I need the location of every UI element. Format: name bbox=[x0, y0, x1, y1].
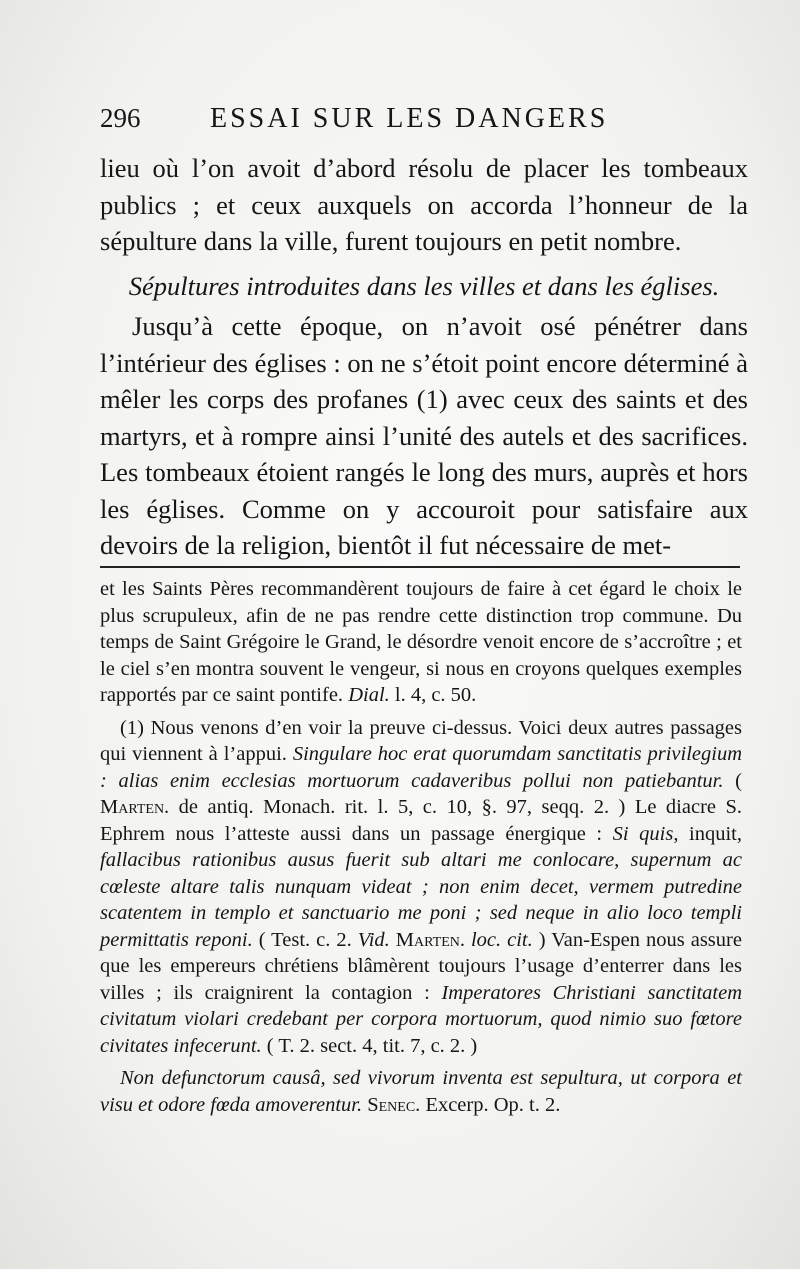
main-text bbox=[100, 150, 748, 564]
footnote-2: Non defunctorum causâ, sed vivorum inventa est sepultura, ut corpora et visu et odore fœda amoverentur. Senec. Excerp. Op. t. 2. bbox=[100, 1067, 742, 1116]
footnotes bbox=[100, 576, 742, 1118]
running-title: ESSAI SUR LES DANGERS bbox=[210, 103, 609, 134]
footnote-separator bbox=[100, 566, 740, 568]
paragraph-1: lieu où l’on avoit d’abord résolu de placer les tombeaux publics ; et ceux auxquels on accorda l’honneur de la sépulture dans la ville, furent toujours en petit nombre. bbox=[100, 153, 748, 256]
section-heading: Sépultures introduites dans les villes et dans les églises. bbox=[128, 270, 720, 301]
footnote-1: (1) Nous venons d’en voir la preuve ci-dessus. Voici deux autres passages qui viennent à l’appui. Singulare hoc erat quorumdam sanctitatis privilegium : alias enim ecclesias mortuorum cadaveribus pollui non patiebantur. ( Marten. de antiq. Monach. rit. l. 5, c. 10, §. 97, seqq. 2. ) Le diacre S. Ephrem nous l’atteste aussi dans un passage énergique : Si quis, inquit, fallacibus rationibus ausus fuerit sub altari me conlocare, supernum ac cœleste altare talis nunquam videat ; non enim decet, vermem putredine scatentem in templo et sanctuario me poni ; sed neque in alio loco templi permittatis reponi. ( Test. c. 2. Vid. Marten. loc. cit. ) Van-Espen nous assure que les empereurs chrétiens blâmèrent toujours l’usage d’enterrer dans les villes ; ils craignirent la contagion : Imperatores Christiani sanctitatem civitatum violari credebant per corpora mortuorum, quod nimio suo fœtore civitates infecerunt. ( T. 2. sect. 4, tit. 7, c. 2. ) bbox=[100, 716, 743, 1057]
paragraph-2: Jusqu’à cette époque, on n’avoit osé pénétrer dans l’intérieur des églises : on ne s’étoit point encore déterminé à mêler les corps des profanes (1) avec ceux des saints et des martyrs, et à rompre ainsi l’unité des autels et des sacrifices. Les tombeaux étoient rangés le long des murs, auprès et hors les églises. Comme on y accouroit pour satisfaire aux devoirs de la religion, bientôt il fut nécessaire de met- bbox=[100, 311, 748, 560]
page-header bbox=[100, 103, 750, 143]
page-number: 296 bbox=[100, 103, 141, 133]
footnote-continued: et les Saints Pères recommandèrent toujours de faire à cet égard le choix le plus scrupuleux, afin de ne pas rendre cette distinction trop commune. Du temps de Saint Grégoire le Grand, le désordre venoit encore de s’accroître ; et le ciel s’en montra souvent le vengeur, si nous en croyons quelques exemples rapportés par ce saint pontife. Dial. l. 4, c. 50. bbox=[100, 578, 742, 706]
